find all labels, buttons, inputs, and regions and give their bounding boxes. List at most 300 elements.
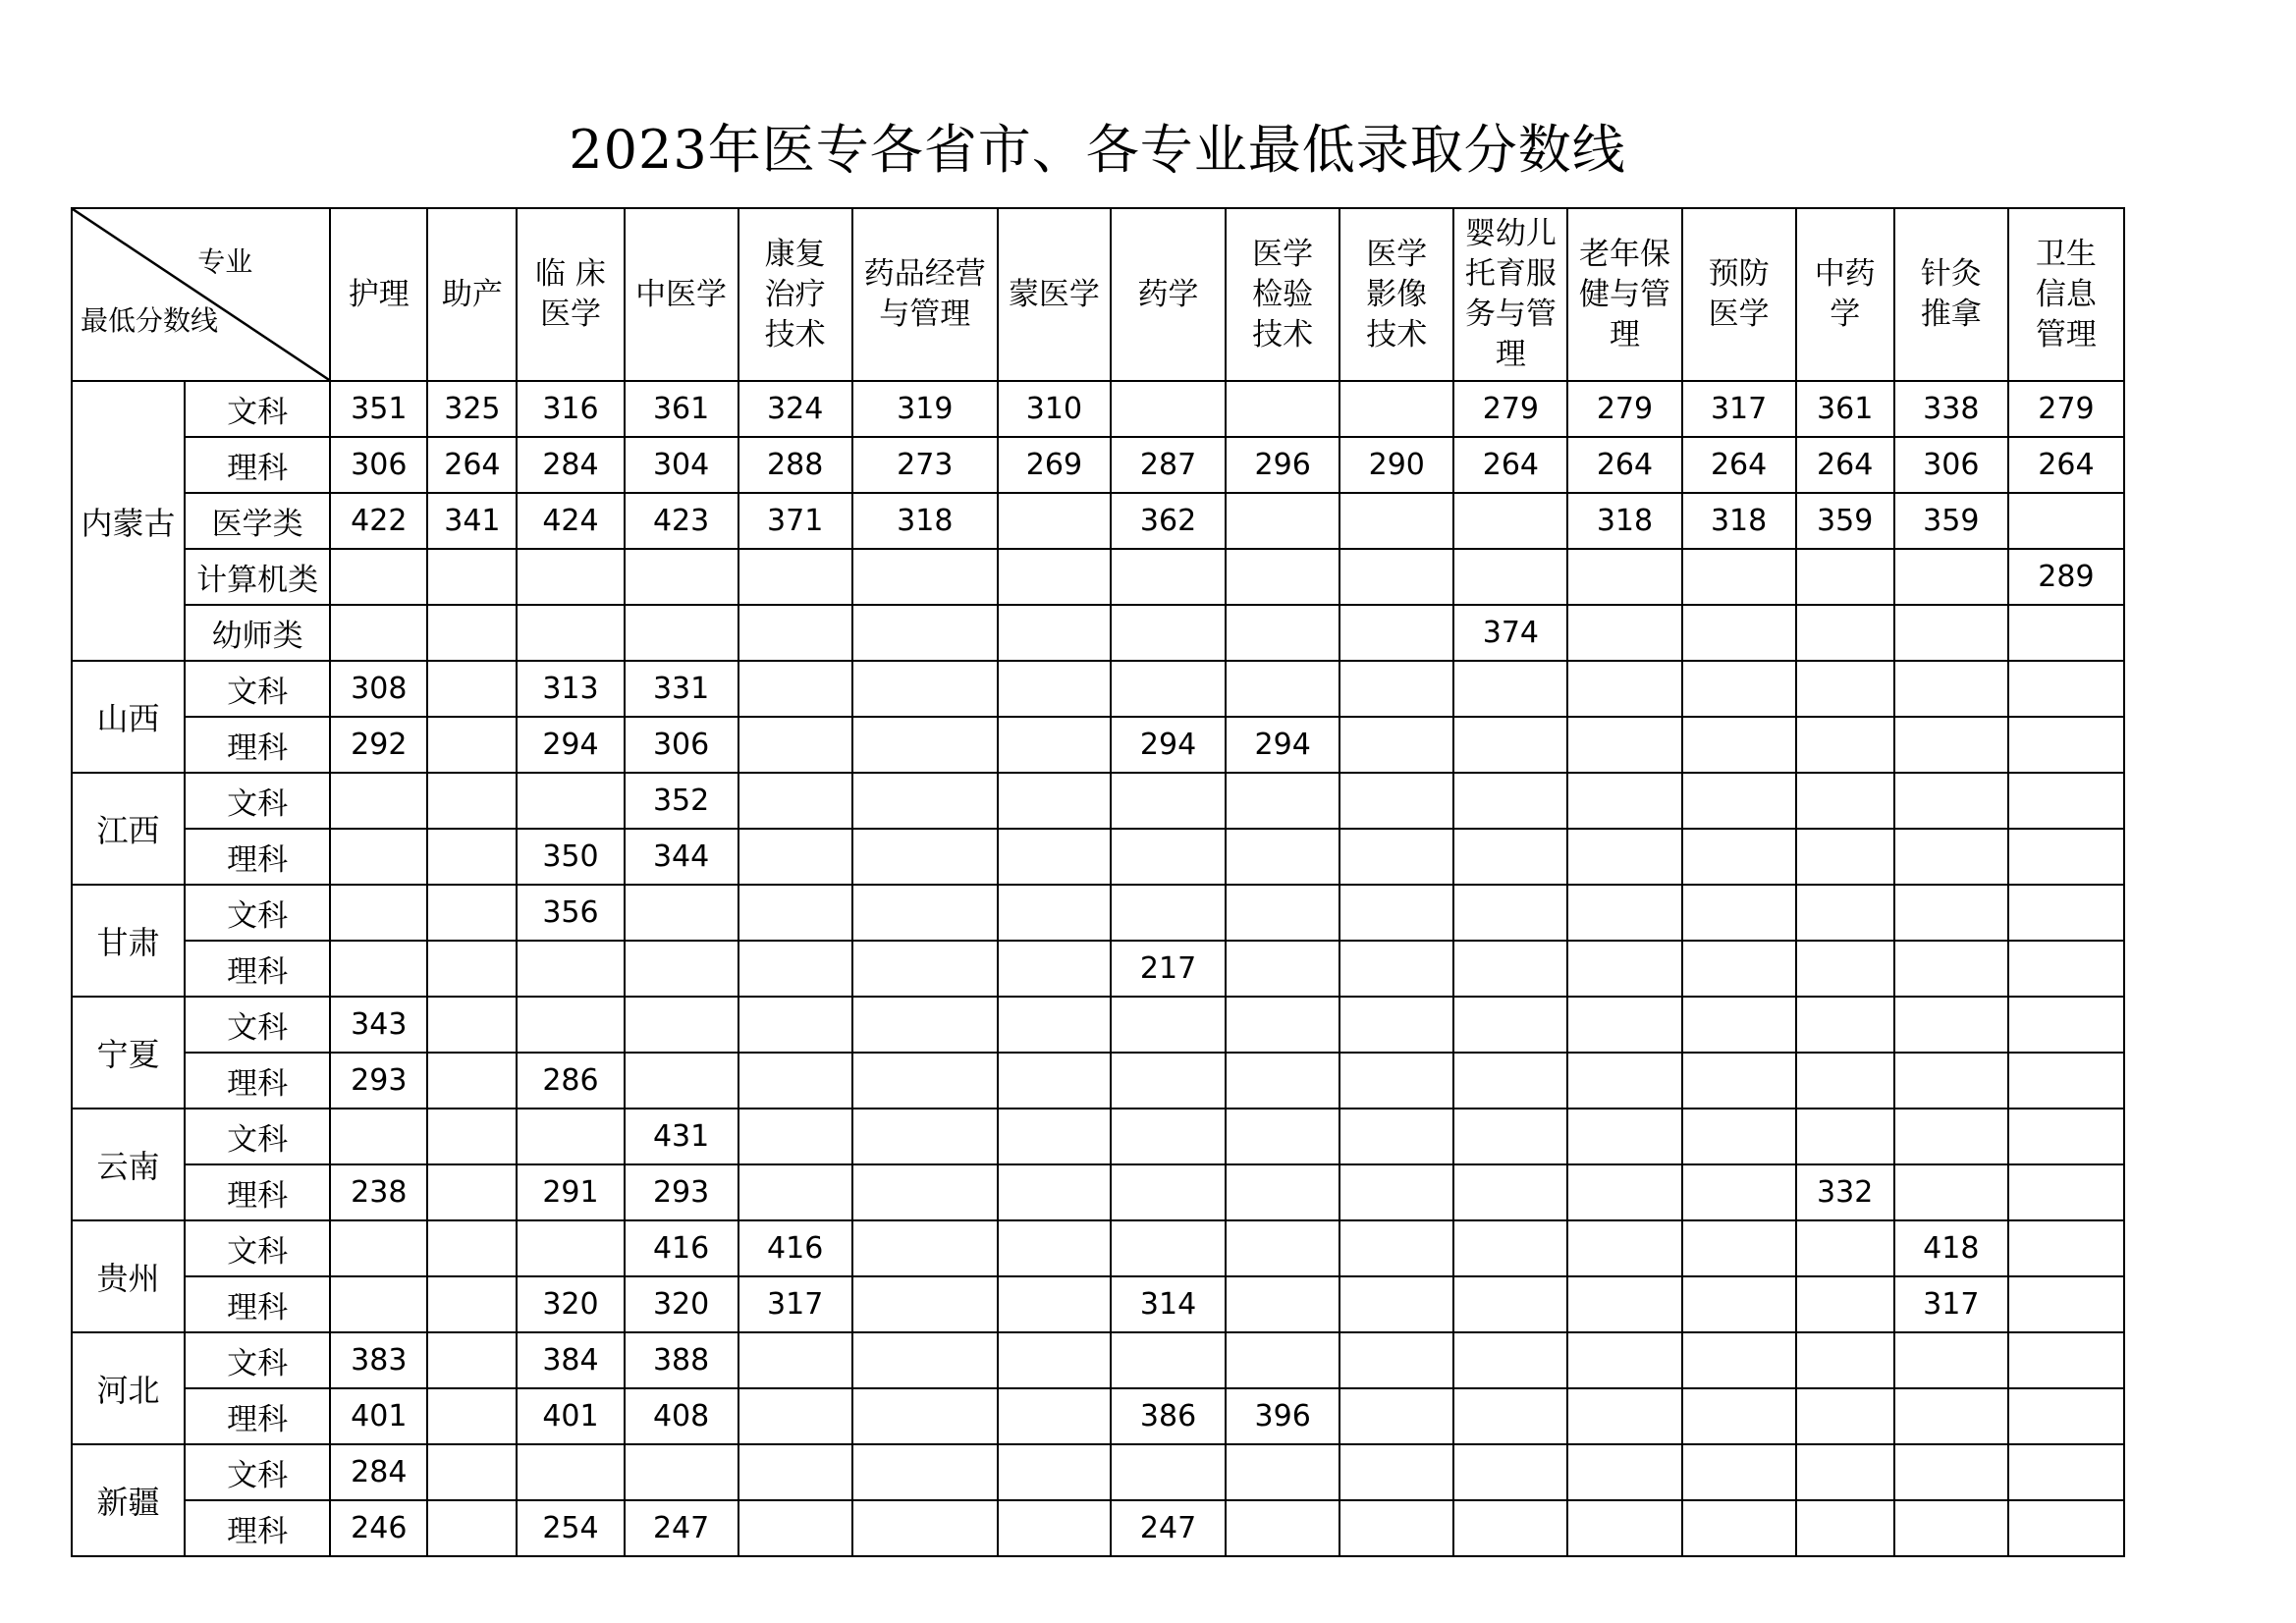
score-cell: 320 [517, 1276, 624, 1332]
score-cell [2008, 885, 2124, 941]
score-cell [1226, 829, 1339, 885]
table-row [72, 1332, 2124, 1388]
score-cell: 286 [517, 1053, 624, 1109]
score-cell: 254 [517, 1500, 624, 1556]
subject-cell: 理科 [185, 437, 330, 493]
score-cell [2008, 1388, 2124, 1444]
score-cell: 264 [2008, 437, 2124, 493]
major-header-line: 老年保 [1578, 236, 1670, 272]
score-cell [852, 829, 998, 885]
score-cell [1226, 605, 1339, 661]
major-header-line: 中药 [1814, 256, 1876, 292]
score-cell [1226, 1220, 1339, 1276]
score-cell [1894, 605, 2008, 661]
score-cell [1567, 1500, 1681, 1556]
score-cell: 217 [1111, 941, 1226, 997]
score-cell: 264 [1796, 437, 1894, 493]
score-cell [998, 661, 1111, 717]
score-cell [1226, 1053, 1339, 1109]
score-cell [1339, 493, 1453, 549]
score-cell: 313 [517, 661, 624, 717]
score-cell: 338 [1894, 381, 2008, 437]
score-cell [1453, 493, 1567, 549]
score-cell [427, 1444, 517, 1500]
major-header-line: 理 [1609, 316, 1640, 352]
score-cell: 264 [1567, 437, 1681, 493]
score-cell [2008, 493, 2124, 549]
score-cell [1796, 661, 1894, 717]
score-cell [1796, 1332, 1894, 1388]
major-header-line: 托育服 [1464, 256, 1557, 292]
score-cell [1796, 1444, 1894, 1500]
score-cell [517, 605, 624, 661]
score-cell [1453, 549, 1567, 605]
score-cell [330, 941, 427, 997]
score-cell [1111, 381, 1226, 437]
score-cell: 352 [625, 773, 738, 829]
major-header-line: 理 [1495, 337, 1526, 372]
score-cell [1796, 997, 1894, 1053]
score-cell: 269 [998, 437, 1111, 493]
score-cell [625, 1444, 738, 1500]
score-cell [1111, 885, 1226, 941]
score-cell [1894, 549, 2008, 605]
score-cell [1682, 605, 1796, 661]
score-cell [738, 1444, 852, 1500]
score-cell [427, 1500, 517, 1556]
score-cell [1567, 941, 1681, 997]
score-cell [738, 549, 852, 605]
score-cell: 284 [330, 1444, 427, 1500]
score-cell: 246 [330, 1500, 427, 1556]
major-header-line: 学 [1830, 297, 1861, 332]
score-cell [625, 885, 738, 941]
major-header-line: 蒙医学 [1008, 276, 1100, 312]
score-cell [1682, 1388, 1796, 1444]
table-row [72, 997, 2124, 1053]
table-row [72, 605, 2124, 661]
major-header-line: 药品经营 [863, 256, 986, 292]
score-cell [1567, 661, 1681, 717]
score-cell: 293 [625, 1164, 738, 1220]
score-cell [1339, 1220, 1453, 1276]
score-cell [2008, 1220, 2124, 1276]
subject-cell: 文科 [185, 661, 330, 717]
subject-cell: 理科 [185, 1388, 330, 1444]
score-cell [998, 1164, 1111, 1220]
subject-cell: 文科 [185, 773, 330, 829]
score-cell [852, 997, 998, 1053]
score-cell: 341 [427, 493, 517, 549]
score-cell: 279 [1567, 381, 1681, 437]
score-cell [738, 941, 852, 997]
score-cell [1796, 1500, 1894, 1556]
score-cell [1682, 829, 1796, 885]
score-cell [1567, 885, 1681, 941]
score-cell [738, 773, 852, 829]
major-header [738, 208, 852, 381]
score-cell [1111, 1109, 1226, 1164]
score-cell [1339, 941, 1453, 997]
score-cell [427, 829, 517, 885]
score-cell [1682, 941, 1796, 997]
province-cell: 山西 [72, 661, 185, 773]
subject-cell: 医学类 [185, 493, 330, 549]
score-cell: 306 [625, 717, 738, 773]
score-cell [1111, 661, 1226, 717]
score-cell [1567, 605, 1681, 661]
subject-cell: 文科 [185, 1444, 330, 1500]
score-cell [738, 1500, 852, 1556]
score-cell: 361 [625, 381, 738, 437]
major-header [1567, 208, 1681, 381]
score-cell [1894, 1164, 2008, 1220]
score-cell [738, 1332, 852, 1388]
score-cell [1796, 1276, 1894, 1332]
score-cell [1226, 381, 1339, 437]
score-cell [738, 885, 852, 941]
score-cell [1226, 1276, 1339, 1332]
major-header [2008, 208, 2124, 381]
table-row [72, 1164, 2124, 1220]
score-cell [1111, 1444, 1226, 1500]
score-cell [1894, 885, 2008, 941]
score-cell [852, 1109, 998, 1164]
score-cell [2008, 1164, 2124, 1220]
score-cell [1453, 661, 1567, 717]
score-cell [1682, 1332, 1796, 1388]
score-cell [852, 605, 998, 661]
score-cell [427, 1276, 517, 1332]
score-cell [852, 773, 998, 829]
subject-cell: 理科 [185, 829, 330, 885]
table-row [72, 885, 2124, 941]
score-cell [2008, 1109, 2124, 1164]
score-cell [1339, 829, 1453, 885]
score-cell [998, 941, 1111, 997]
score-cell [998, 1276, 1111, 1332]
score-cell [1567, 1276, 1681, 1332]
score-cell [1339, 1444, 1453, 1500]
score-cell [738, 1109, 852, 1164]
score-cell [625, 997, 738, 1053]
score-cell: 362 [1111, 493, 1226, 549]
major-header-line: 与管理 [879, 297, 971, 332]
score-cell [1567, 1332, 1681, 1388]
score-cell [625, 941, 738, 997]
score-cell [2008, 829, 2124, 885]
score-cell: 264 [427, 437, 517, 493]
table-row [72, 1053, 2124, 1109]
score-cell: 290 [1339, 437, 1453, 493]
major-header-line: 药学 [1137, 276, 1199, 312]
score-cell [1682, 661, 1796, 717]
score-cell [998, 829, 1111, 885]
score-cell [1894, 941, 2008, 997]
score-cell [1796, 1053, 1894, 1109]
score-cell [427, 549, 517, 605]
score-cell [1682, 1053, 1796, 1109]
score-cell: 324 [738, 381, 852, 437]
score-cell [998, 549, 1111, 605]
score-cell [1796, 885, 1894, 941]
score-cell [1111, 1220, 1226, 1276]
score-cell [1567, 717, 1681, 773]
score-cell: 401 [517, 1388, 624, 1444]
score-cell: 279 [1453, 381, 1567, 437]
score-cell [1111, 997, 1226, 1053]
score-cell: 284 [517, 437, 624, 493]
score-cell [998, 773, 1111, 829]
score-cell [1682, 1109, 1796, 1164]
major-header [427, 208, 517, 381]
score-cell: 431 [625, 1109, 738, 1164]
table-row [72, 1388, 2124, 1444]
score-cell [1682, 997, 1796, 1053]
score-cell [852, 1444, 998, 1500]
table-row [72, 1500, 2124, 1556]
score-cell [1111, 829, 1226, 885]
score-cell: 294 [1111, 717, 1226, 773]
score-cell [427, 997, 517, 1053]
score-cell: 317 [1894, 1276, 2008, 1332]
score-cell [1567, 1444, 1681, 1500]
score-cell: 422 [330, 493, 427, 549]
score-cell [852, 1332, 998, 1388]
score-cell [1339, 1109, 1453, 1164]
score-cell: 318 [1567, 493, 1681, 549]
score-cell [852, 941, 998, 997]
score-cell [1453, 941, 1567, 997]
score-cell [1453, 1109, 1567, 1164]
subject-cell: 计算机类 [185, 549, 330, 605]
score-cell [1339, 1388, 1453, 1444]
table-row [72, 1444, 2124, 1500]
score-cell [330, 549, 427, 605]
corner-major-label: 专业 [197, 245, 253, 278]
score-cell [625, 605, 738, 661]
province-cell: 宁夏 [72, 997, 185, 1109]
province-cell: 甘肃 [72, 885, 185, 997]
score-cell: 287 [1111, 437, 1226, 493]
score-cell [1339, 381, 1453, 437]
score-cell: 306 [330, 437, 427, 493]
score-cell [1111, 1164, 1226, 1220]
score-cell: 359 [1796, 493, 1894, 549]
score-cell [998, 1109, 1111, 1164]
subject-cell: 文科 [185, 381, 330, 437]
score-cell: 350 [517, 829, 624, 885]
major-header-line: 医学 [1366, 236, 1428, 272]
table-row [72, 493, 2124, 549]
score-cell [1453, 885, 1567, 941]
score-table [71, 207, 2125, 1557]
score-cell [738, 605, 852, 661]
score-cell [738, 997, 852, 1053]
score-cell: 384 [517, 1332, 624, 1388]
score-cell [1796, 1220, 1894, 1276]
score-cell: 310 [998, 381, 1111, 437]
score-cell [1453, 1500, 1567, 1556]
score-cell [1339, 1332, 1453, 1388]
score-cell [1796, 1109, 1894, 1164]
score-cell: 416 [738, 1220, 852, 1276]
major-header-line: 针灸 [1920, 256, 1982, 292]
score-cell [1453, 997, 1567, 1053]
score-cell [998, 997, 1111, 1053]
score-cell [330, 829, 427, 885]
subject-cell: 理科 [185, 1053, 330, 1109]
score-cell [1111, 1053, 1226, 1109]
score-cell [1682, 885, 1796, 941]
score-cell [1567, 997, 1681, 1053]
score-cell [1796, 829, 1894, 885]
score-cell [2008, 661, 2124, 717]
score-cell [738, 661, 852, 717]
score-cell [1111, 1332, 1226, 1388]
score-cell [852, 661, 998, 717]
score-cell [427, 1220, 517, 1276]
score-cell [1567, 1388, 1681, 1444]
score-cell [1453, 1388, 1567, 1444]
score-cell [427, 1332, 517, 1388]
major-header-line: 康复 [764, 236, 826, 272]
score-cell [330, 885, 427, 941]
score-cell: 325 [427, 381, 517, 437]
score-cell [1453, 829, 1567, 885]
score-cell [427, 941, 517, 997]
major-header [852, 208, 998, 381]
major-header [625, 208, 738, 381]
major-header-line: 技术 [764, 316, 826, 352]
subject-cell: 文科 [185, 1332, 330, 1388]
subject-cell: 理科 [185, 1500, 330, 1556]
score-cell [1682, 1444, 1796, 1500]
major-header [1682, 208, 1796, 381]
score-cell [1226, 1332, 1339, 1388]
corner-diagonal [73, 209, 329, 380]
score-cell: 388 [625, 1332, 738, 1388]
score-cell [1796, 717, 1894, 773]
province-cell: 云南 [72, 1109, 185, 1220]
score-cell: 291 [517, 1164, 624, 1220]
score-cell [998, 1332, 1111, 1388]
major-header [517, 208, 624, 381]
score-cell [852, 885, 998, 941]
score-cell: 416 [625, 1220, 738, 1276]
major-header-line: 管理 [2035, 316, 2097, 352]
score-cell: 423 [625, 493, 738, 549]
corner-header [72, 208, 330, 381]
score-cell: 238 [330, 1164, 427, 1220]
score-cell: 308 [330, 661, 427, 717]
score-cell: 289 [2008, 549, 2124, 605]
score-cell: 317 [1682, 381, 1796, 437]
score-cell [1226, 941, 1339, 997]
score-cell [1567, 773, 1681, 829]
score-cell [1894, 1500, 2008, 1556]
score-cell [1894, 1444, 2008, 1500]
score-cell [998, 1053, 1111, 1109]
score-cell [1111, 605, 1226, 661]
subject-cell: 理科 [185, 1276, 330, 1332]
score-cell: 331 [625, 661, 738, 717]
score-cell: 359 [1894, 493, 2008, 549]
score-cell [852, 1164, 998, 1220]
score-cell [852, 549, 998, 605]
score-cell [1453, 1164, 1567, 1220]
score-cell: 264 [1682, 437, 1796, 493]
score-cell [427, 661, 517, 717]
score-cell [517, 773, 624, 829]
score-cell: 319 [852, 381, 998, 437]
score-cell [852, 717, 998, 773]
score-cell: 317 [738, 1276, 852, 1332]
score-cell [1894, 717, 2008, 773]
score-cell: 356 [517, 885, 624, 941]
score-cell [852, 1388, 998, 1444]
score-cell [1111, 549, 1226, 605]
score-cell [1453, 1053, 1567, 1109]
score-cell: 361 [1796, 381, 1894, 437]
province-cell: 新疆 [72, 1444, 185, 1556]
major-header [998, 208, 1111, 381]
score-cell [1339, 997, 1453, 1053]
score-cell [1339, 1500, 1453, 1556]
score-cell [852, 1053, 998, 1109]
score-cell: 293 [330, 1053, 427, 1109]
major-header [1111, 208, 1226, 381]
major-header-line: 医学 [1708, 297, 1770, 332]
score-cell [1226, 885, 1339, 941]
score-cell: 306 [1894, 437, 2008, 493]
subject-cell: 文科 [185, 1220, 330, 1276]
score-cell [1682, 717, 1796, 773]
table-row [72, 1109, 2124, 1164]
score-cell [1339, 1053, 1453, 1109]
table-row [72, 941, 2124, 997]
score-cell [738, 1388, 852, 1444]
score-cell [1567, 1220, 1681, 1276]
score-cell: 332 [1796, 1164, 1894, 1220]
score-cell [1796, 773, 1894, 829]
score-cell [852, 1220, 998, 1276]
score-cell [330, 773, 427, 829]
major-header [1796, 208, 1894, 381]
score-cell: 294 [517, 717, 624, 773]
score-cell: 401 [330, 1388, 427, 1444]
subject-cell: 文科 [185, 1109, 330, 1164]
score-cell [330, 1220, 427, 1276]
score-cell [738, 717, 852, 773]
score-cell [427, 1053, 517, 1109]
score-cell [2008, 605, 2124, 661]
score-cell [1567, 829, 1681, 885]
score-cell [1894, 1388, 2008, 1444]
score-cell [330, 605, 427, 661]
table-row [72, 829, 2124, 885]
subject-cell: 理科 [185, 717, 330, 773]
major-header-line: 技术 [1366, 316, 1428, 352]
score-cell [1894, 1332, 2008, 1388]
score-cell [1226, 1444, 1339, 1500]
table-body [72, 381, 2124, 1556]
table-row [72, 1220, 2124, 1276]
score-cell [1226, 493, 1339, 549]
score-cell: 279 [2008, 381, 2124, 437]
score-cell [2008, 773, 2124, 829]
table-row [72, 437, 2124, 493]
